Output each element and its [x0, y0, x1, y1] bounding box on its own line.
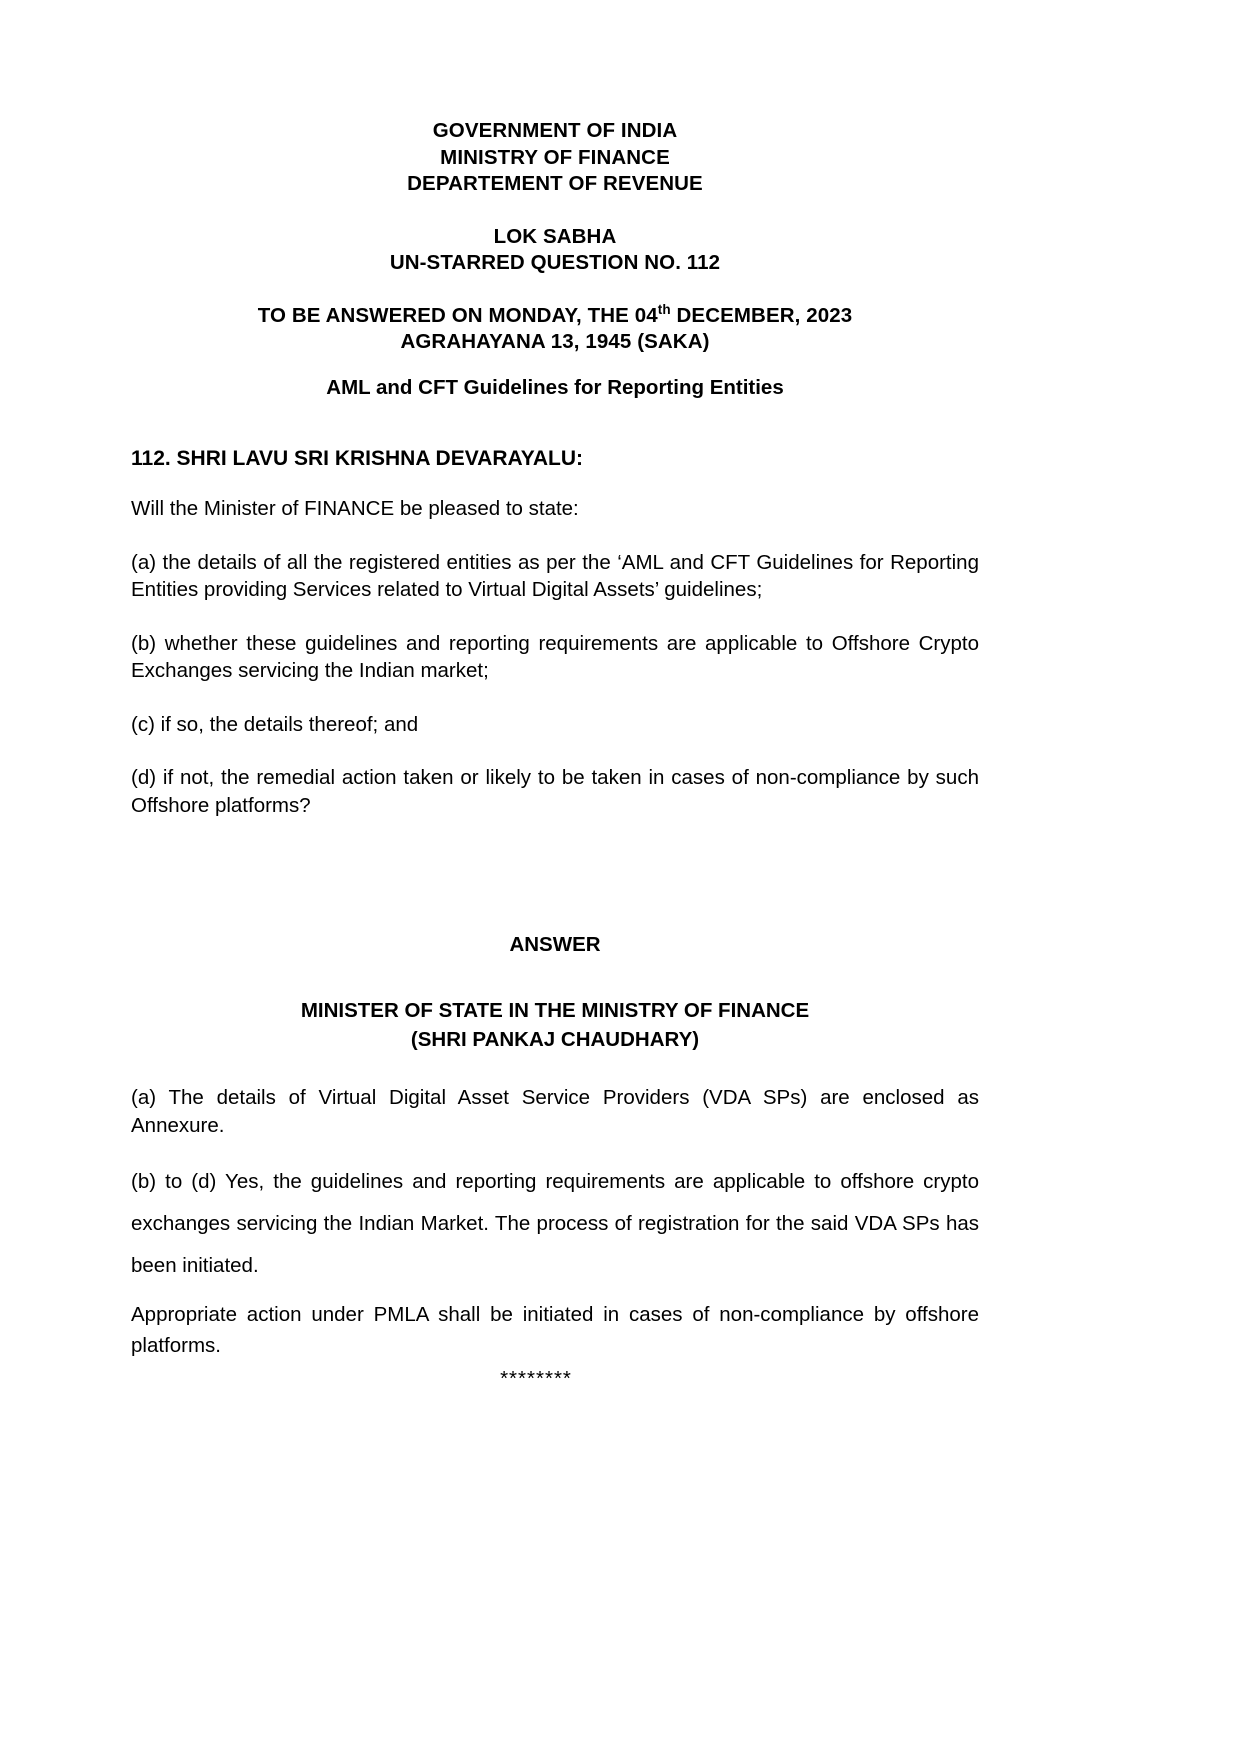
answer-date-ordinal-suffix: th [657, 301, 671, 317]
header-spacer-2 [131, 277, 979, 303]
answer-part-b-to-d: (b) to (d) Yes, the guidelines and reporting requirements are applicable to offshore crypto exchanges servicing the Indian Market. The process of registration for the said VDA SPs has been initiated. [131, 1170, 979, 1277]
question-part-a: (a) the details of all the registered entities as per the ‘AML and CFT Guidelines for Reporting Entities providing Services related to Virtual Digital Assets’ guidelines; [131, 550, 979, 601]
header-house-name: LOK SABHA [493, 224, 617, 248]
question-part-c: (c) if so, the details thereof; and [131, 712, 419, 736]
header-ministry-of-finance: MINISTRY OF FINANCE [440, 145, 670, 169]
header-government-of-india: GOVERNMENT OF INDIA [432, 119, 678, 142]
header-question-type: UN-STARRED QUESTION NO. 112 [389, 251, 721, 274]
document-content-column [131, 0, 979, 1391]
question-intro-line: Will the Minister of FINANCE be pleased to state: [131, 496, 579, 520]
header-spacer-3 [131, 356, 979, 374]
answer-closing-paragraph: Appropriate action under PMLA shall be initiated in cases of non-compliance by offshore platforms. [131, 1303, 979, 1357]
answer-date-prefix: TO BE ANSWERED ON MONDAY, THE 04 [257, 303, 658, 327]
minister-designation: MINISTER OF STATE IN THE MINISTRY OF FINANCE [300, 999, 810, 1022]
end-of-document-separator: ******** [500, 1367, 572, 1390]
header-saka-date: AGRAHAYANA 13, 1945 (SAKA) [400, 330, 710, 353]
answering-minister-block [131, 996, 979, 1054]
document-header [131, 0, 979, 401]
question-part-d: (d) if not, the remedial action taken or likely to be taken in cases of non-compliance by such Offshore platforms? [131, 766, 979, 817]
answer-heading: ANSWER [509, 933, 601, 956]
answer-part-a: (a) The details of Virtual Digital Asset Service Providers (VDA SPs) are enclosed as Annexure. [131, 1086, 979, 1137]
question-number-and-member: 112. SHRI LAVU SRI KRISHNA DEVARAYALU: [131, 446, 583, 470]
header-department-of-revenue: DEPARTEMENT OF REVENUE [407, 172, 703, 195]
header-spacer-1 [131, 198, 979, 224]
answer-date-suffix: DECEMBER, 2023 [670, 303, 853, 327]
question-part-b: (b) whether these guidelines and reporting requirements are applicable to Offshore Crypto Exchanges servicing the Indian market; [131, 631, 979, 682]
minister-name: (SHRI PANKAJ CHAUDHARY) [410, 1028, 700, 1051]
document-subject-title: AML and CFT Guidelines for Reporting Entities [326, 375, 784, 399]
header-answer-date [131, 303, 979, 330]
